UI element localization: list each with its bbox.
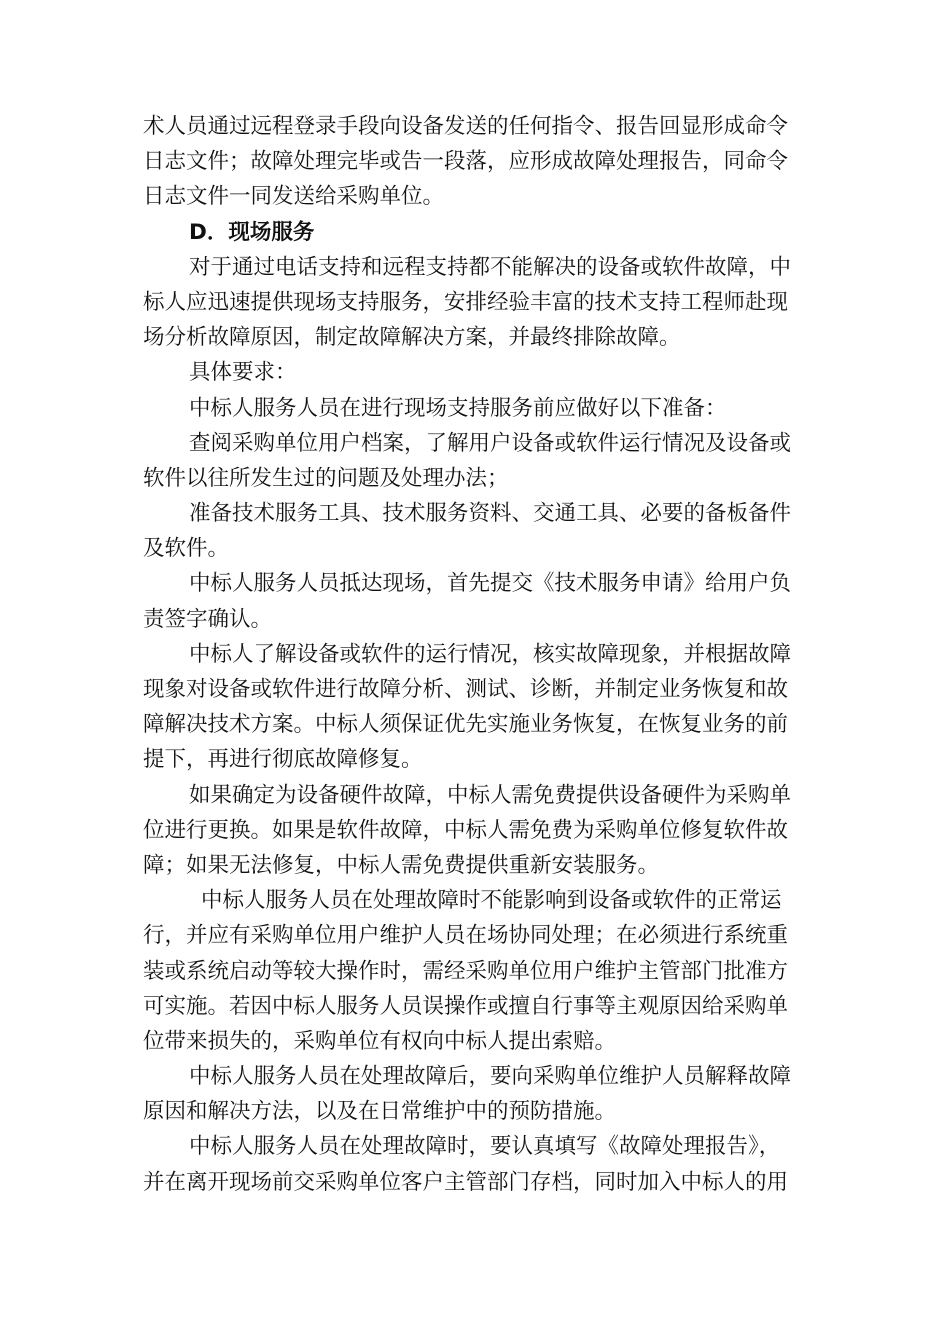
text-line: 查阅采购单位用户档案，了解用户设备或软件运行情况及设备或 [189, 430, 792, 456]
text-line: 现象对设备或软件进行故障分析、测试、诊断，并制定业务恢复和故 [143, 677, 789, 702]
text-line: 中标人服务人员在处理故障时不能影响到设备或软件的正常运 [201, 888, 782, 914]
text-line: 具体要求： [189, 360, 297, 386]
text-line: 提下，再进行彻底故障修复。 [143, 747, 423, 773]
text-line: 中标人服务人员在处理故障时，要认真填写《故障处理报告》， [189, 1134, 781, 1160]
text-line: 术人员通过远程登录手段向设备发送的任何指令、报告回显形成命令 [143, 114, 789, 139]
text-line: 位进行更换。如果是软件故障，中标人需免费为采购单位修复软件故 [143, 817, 789, 843]
text-line: 场分析故障原因，制定故障解决方案，并最终排除故障。 [143, 325, 681, 351]
text-line: 日志文件；故障处理完毕或告一段落，应形成故障处理报告，同命令 [143, 149, 789, 175]
text-line: 责签字确认。 [143, 606, 273, 632]
section-heading: D．现场服务 [189, 219, 315, 245]
text-line: 日志文件一同发送给采购单位。 [143, 184, 445, 210]
text-line: 行，并应有采购单位用户维护人员在场协同处理；在必须进行系统重 [143, 923, 789, 949]
text-line: 并在离开现场前交采购单位客户主管部门存档，同时加入中标人的用 [143, 1169, 789, 1195]
text-line: 位带来损失的，采购单位有权向中标人提出索赔。 [143, 1028, 617, 1054]
text-line: 障；如果无法修复，中标人需免费提供重新安装服务。 [143, 852, 660, 878]
text-line: 及软件。 [143, 536, 230, 562]
text-line: 障解决技术方案。中标人须保证优先实施业务恢复，在恢复业务的前 [143, 712, 789, 738]
text-line: 中标人了解设备或软件的运行情况，核实故障现象，并根据故障 [189, 641, 792, 667]
text-line: 装或系统启动等较大操作时，需经采购单位用户维护主管部门批准方 [143, 958, 789, 984]
text-line: 中标人服务人员在进行现场支持服务前应做好以下准备： [189, 395, 727, 421]
text-line: 标人应迅速提供现场支持服务，安排经验丰富的技术支持工程师赴现 [143, 289, 789, 315]
text-line: 可实施。若因中标人服务人员误操作或擅自行事等主观原因给采购单 [143, 993, 789, 1019]
text-line: 中标人服务人员在处理故障后，要向采购单位维护人员解释故障 [189, 1064, 792, 1090]
text-line: 软件以往所发生过的问题及处理办法； [143, 465, 509, 491]
text-line: 对于通过电话支持和远程支持都不能解决的设备或软件故障，中 [189, 254, 792, 280]
text-line: 准备技术服务工具、技术服务资料、交通工具、必要的备板备件 [189, 501, 792, 527]
text-line: 如果确定为设备硬件故障，中标人需免费提供设备硬件为采购单 [189, 782, 792, 808]
text-line: 中标人服务人员抵达现场，首先提交《技术服务申请》给用户负 [189, 571, 792, 597]
body-text [143, 109, 808, 1200]
text-line: 原因和解决方法，以及在日常维护中的预防措施。 [143, 1099, 617, 1125]
